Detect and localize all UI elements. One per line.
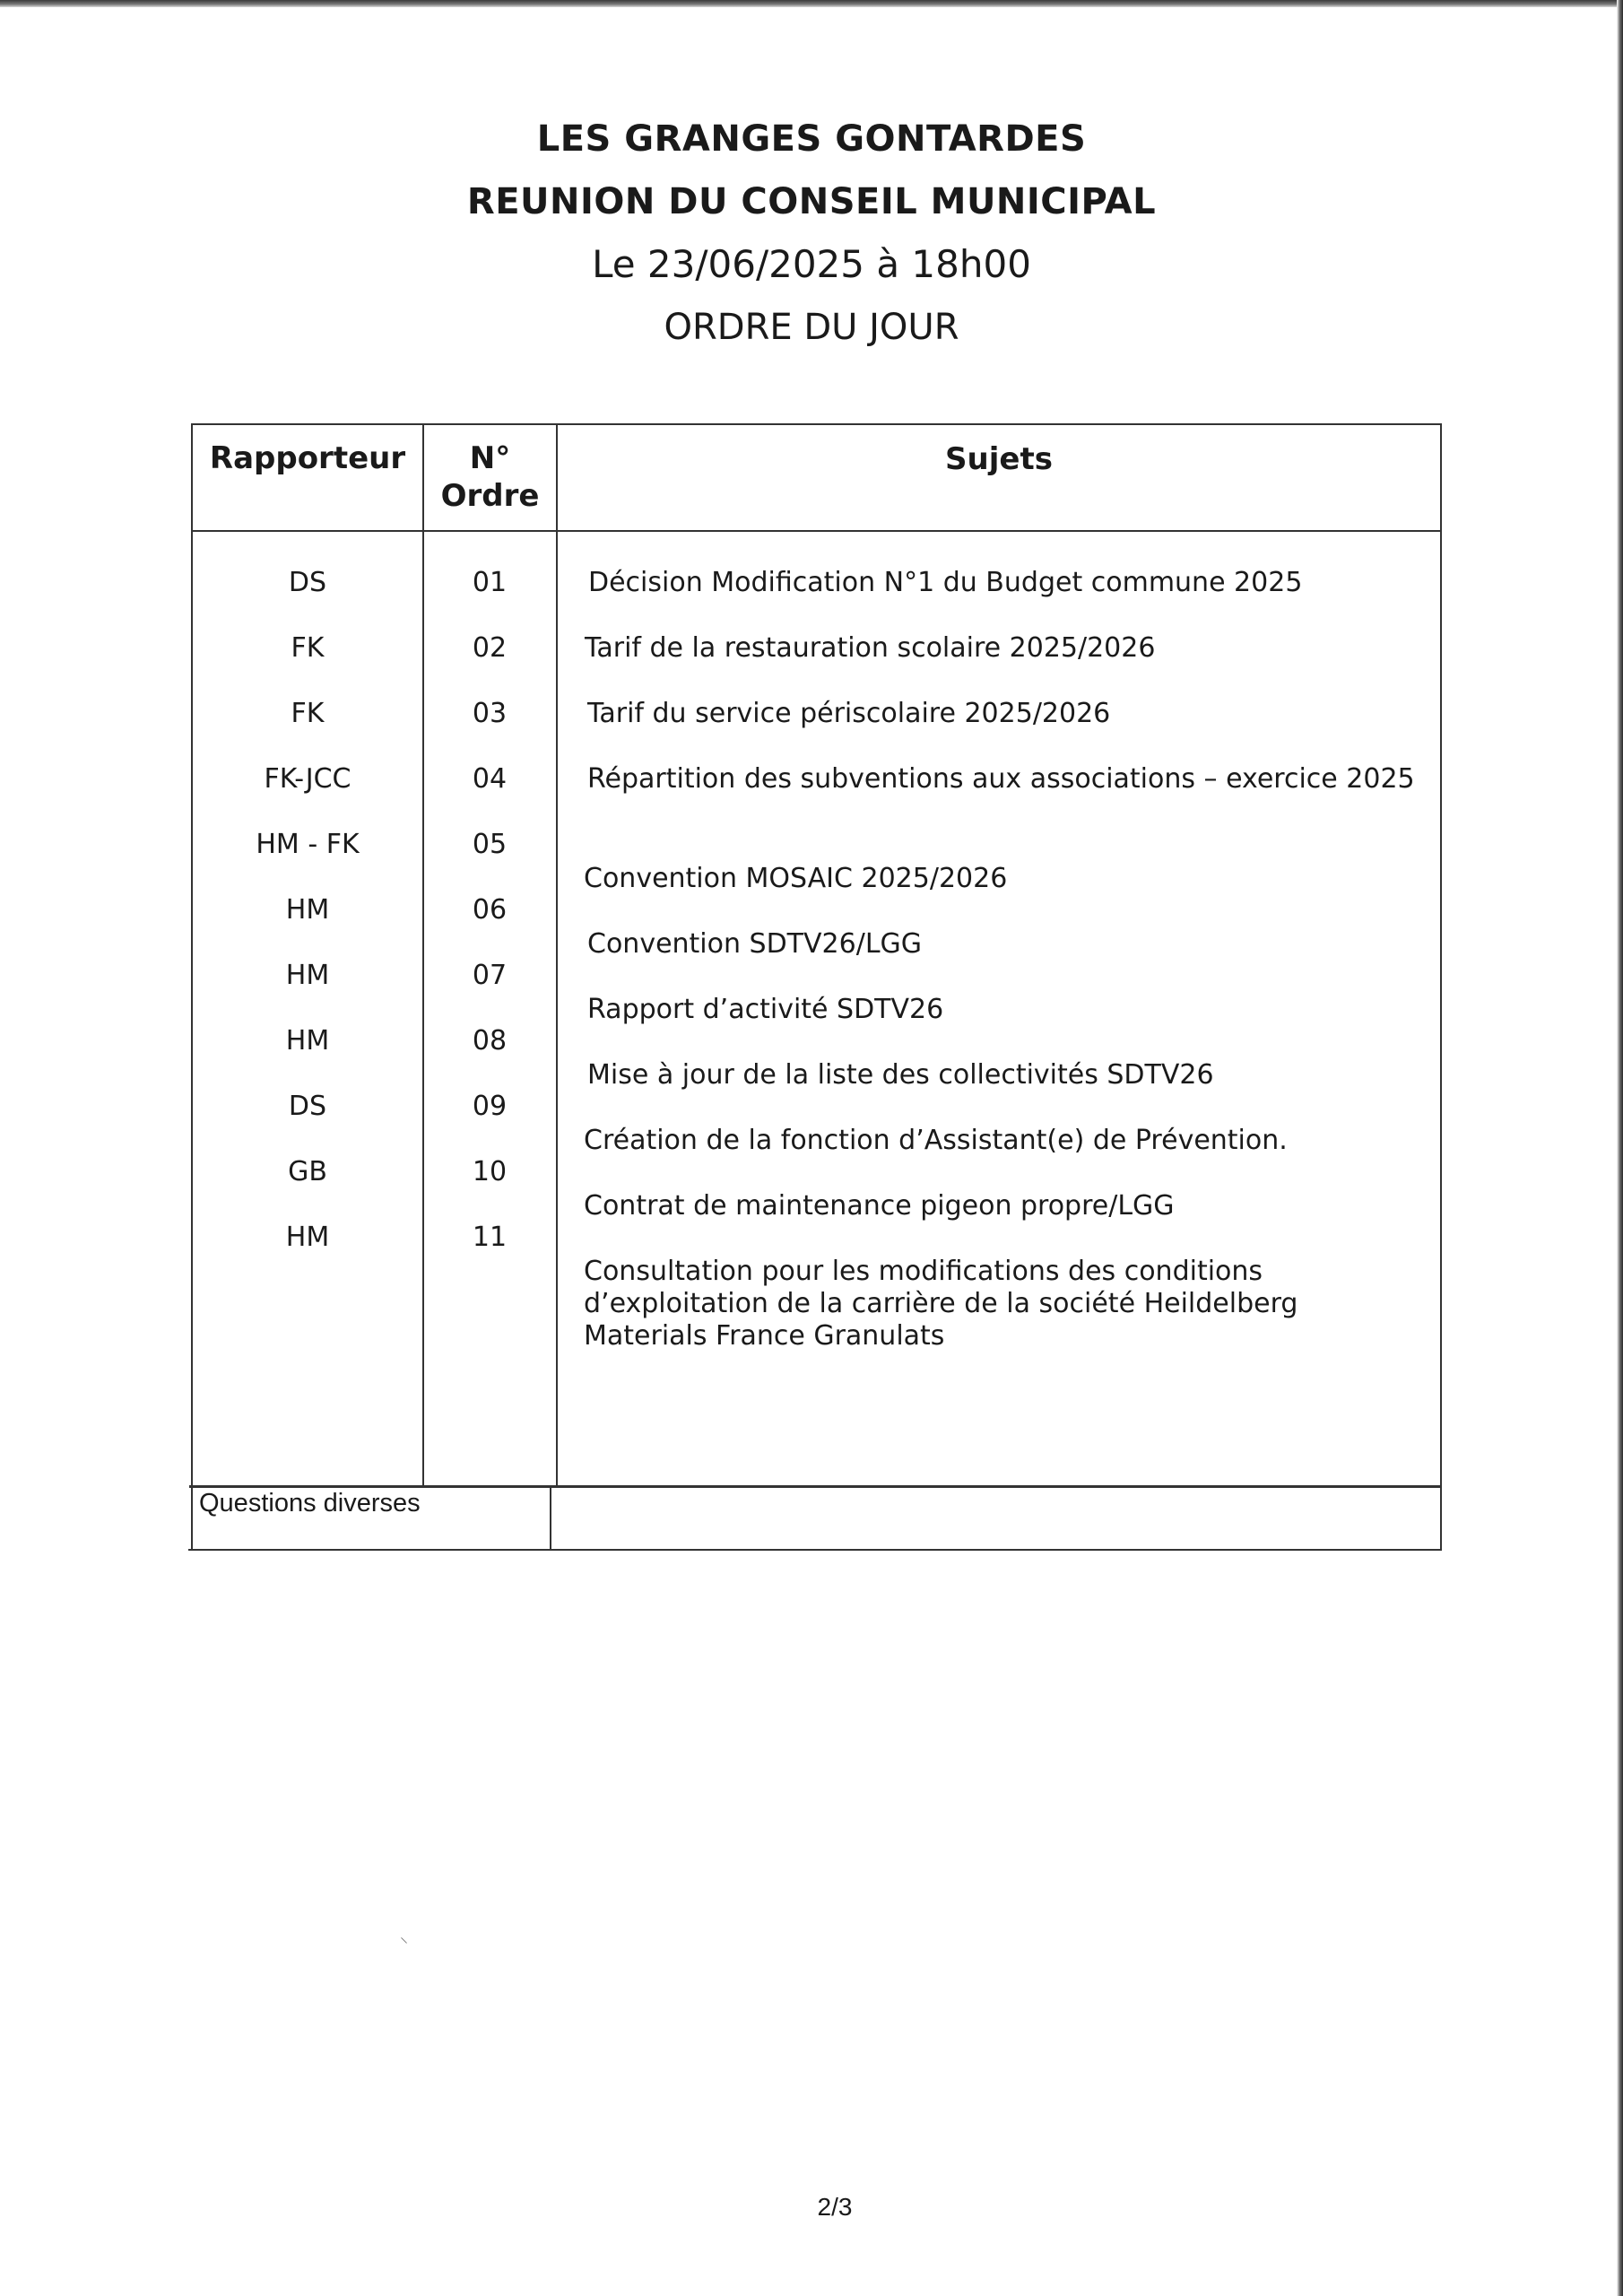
row-06-numero: 06 [472,894,508,926]
row-11-numero: 11 [472,1222,508,1253]
meeting-title: REUNION DU CONSEIL MUNICIPAL [466,181,1157,222]
scan-speck: ⸌ [400,1935,408,1953]
page-number: 2/3 [817,2193,853,2221]
row-04-sujet: Répartition des subventions aux associations – exercice 2025 [587,763,1415,795]
row-11-sujet: Consultation pour les modifications des conditions d’exploitation de la carrière de la société Heildelberg Materials France Granulats [584,1256,1298,1352]
meeting-date: Le 23/06/2025 à 18h00 [592,242,1031,286]
questions-diverses-label: Questions diverses [199,1489,421,1518]
row-02-sujet: Tarif de la restauration scolaire 2025/2026 [585,632,1156,664]
table-border-bottom [188,1549,1440,1551]
row-09-sujet: Création de la fonction d’Assistant(e) de Prévention. [584,1125,1288,1156]
row-01-rapporteur: DS [288,567,327,598]
scan-edge-top [0,0,1623,7]
row-10-rapporteur: GB [288,1156,327,1187]
row-09-numero: 09 [472,1091,508,1122]
table-border-right [1440,423,1442,1551]
table-border-top [193,423,1442,425]
table-header-divider [191,530,1442,532]
row-07-rapporteur: HM [285,960,330,991]
row-04-numero: 04 [472,763,508,795]
table-body-bottom [189,1485,1440,1488]
agenda-title: ORDRE DU JOUR [664,307,959,348]
row-08-sujet: Mise à jour de la liste des collectivités SDTV26 [587,1059,1214,1091]
table-divider-questions [550,1486,551,1551]
row-09-rapporteur: DS [288,1091,327,1122]
row-01-numero: 01 [472,567,508,598]
row-08-numero: 08 [472,1025,508,1057]
header-numero-line2: Ordre [440,478,540,514]
header-rapporteur: Rapporteur [209,440,406,476]
municipality-title: LES GRANGES GONTARDES [536,118,1087,160]
row-10-sujet: Contrat de maintenance pigeon propre/LGG [584,1190,1175,1222]
row-03-rapporteur: FK [291,698,325,729]
row-03-numero: 03 [472,698,508,729]
row-04-rapporteur: FK-JCC [264,763,352,795]
row-11-rapporteur: HM [285,1222,330,1253]
row-06-rapporteur: HM [285,894,330,926]
row-02-numero: 02 [472,632,508,664]
row-01-sujet: Décision Modification N°1 du Budget commune 2025 [588,567,1303,598]
row-06-sujet: Convention SDTV26/LGG [587,928,923,960]
row-03-sujet: Tarif du service périscolaire 2025/2026 [587,698,1111,729]
row-08-rapporteur: HM [285,1025,330,1057]
row-05-sujet: Convention MOSAIC 2025/2026 [584,863,1008,894]
row-10-numero: 10 [472,1156,508,1187]
header-sujets: Sujets [945,441,1053,477]
row-07-sujet: Rapport d’activité SDTV26 [587,994,944,1025]
row-05-rapporteur: HM - FK [256,829,360,860]
header-numero-line1: N° [469,440,511,476]
row-02-rapporteur: FK [291,632,325,664]
row-05-numero: 05 [472,829,508,860]
row-07-numero: 07 [472,960,508,991]
table-divider-numero [556,423,558,1487]
